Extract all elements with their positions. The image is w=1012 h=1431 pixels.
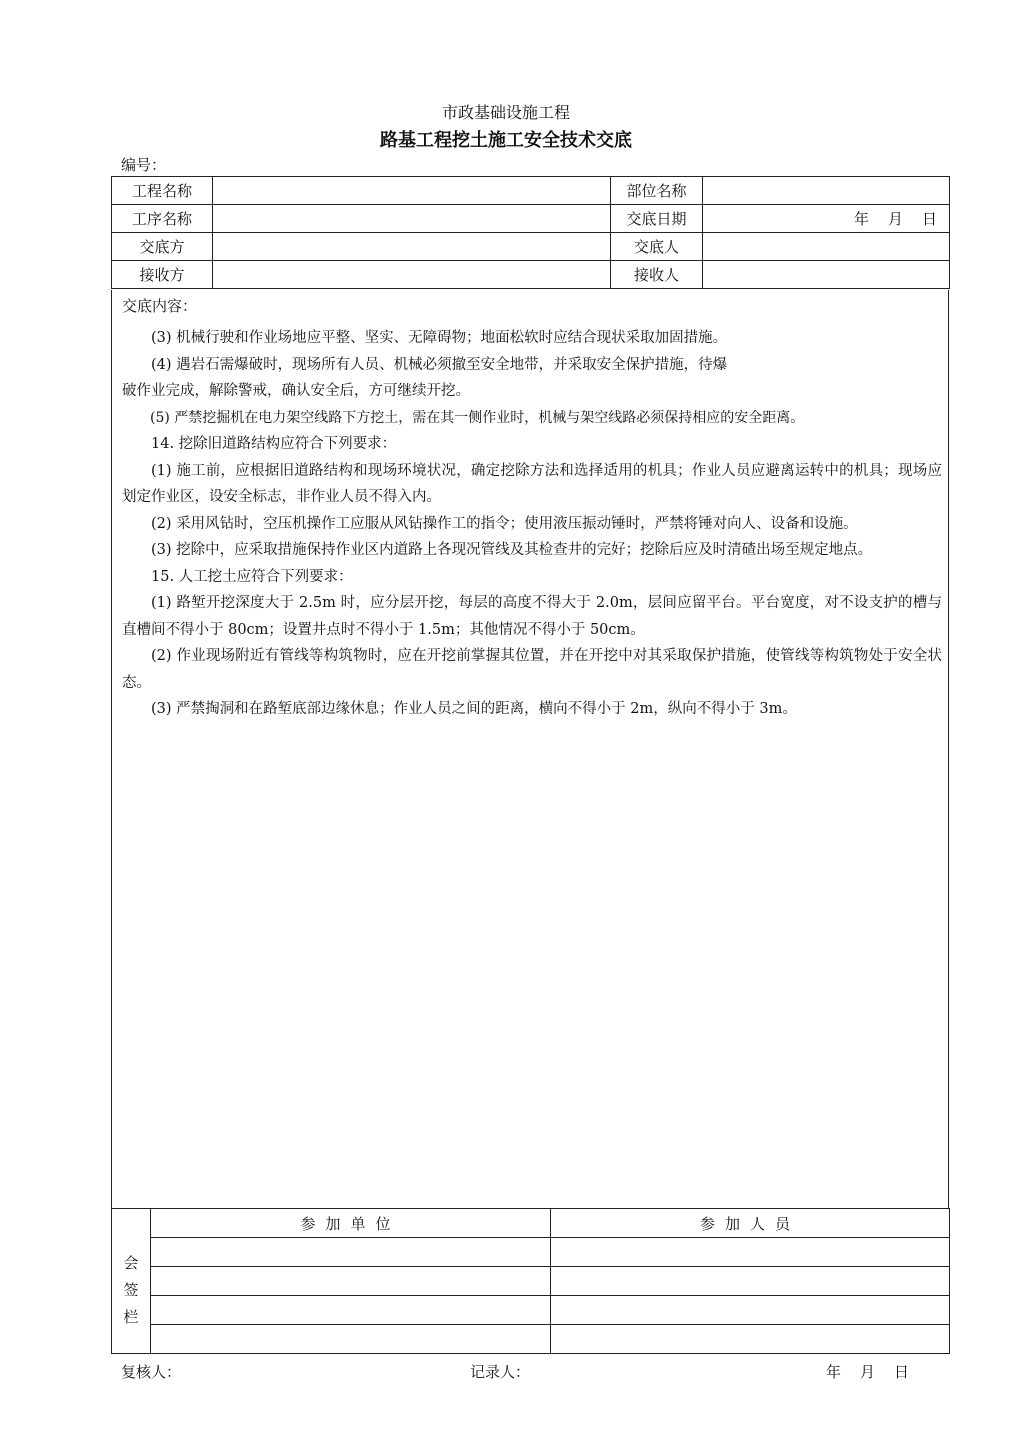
recorder-label: 记录人：: [470, 1363, 531, 1381]
part-name-label: 部位名称: [611, 177, 703, 205]
unit-cell[interactable]: [151, 1296, 551, 1325]
document-title: 路基工程挖土施工安全技术交底: [380, 130, 632, 151]
info-row: [112, 177, 950, 205]
receiver-person-field[interactable]: [703, 261, 950, 289]
content-paragraphs: [122, 325, 942, 723]
reviewer-label: 复核人：: [121, 1363, 182, 1381]
handover-date-field[interactable]: 年 月 日: [703, 205, 950, 233]
side-label-char: 会: [123, 1253, 139, 1272]
unit-cell[interactable]: [151, 1267, 551, 1296]
side-label-char: 栏: [123, 1307, 139, 1326]
info-row: [112, 233, 950, 261]
content-label: 交底内容：: [122, 297, 198, 315]
side-label-char: 签: [123, 1280, 139, 1299]
signature-side-label: [112, 1209, 151, 1354]
receiver-person-label: 接收人: [611, 261, 703, 289]
content-paragraph: 15. 人工挖土应符合下列要求：: [151, 568, 353, 585]
content-paragraph: (2) 采用风钻时，空压机操作工应服从风钻操作工的指令；使用液压振动锤时，严禁将锤对向人、设备和设施。: [151, 515, 858, 532]
info-row: [112, 261, 950, 289]
receiver-party-field[interactable]: [213, 261, 611, 289]
content-box: [111, 290, 949, 1208]
handover-party-field[interactable]: [213, 233, 611, 261]
content-paragraph: (5) 严禁挖掘机在电力架空线路下方挖土，需在其一侧作业时，机械与架空线路必须保持相应的安全距离。: [150, 409, 805, 426]
content-paragraph: (2) 作业现场附近有管线等构筑物时，应在开挖前掌握其位置，并在开挖中对其采取保护措施，使管线等构筑物处于安全状态。: [122, 648, 942, 691]
unit-header: 参加单位: [151, 1209, 551, 1238]
signature-header-row: [112, 1209, 950, 1238]
content-paragraph: (1) 路堑开挖深度大于 2.5m 时，应分层开挖，每层的高度不得大于 2.0m，层间应留平台。平台宽度，对不设支护的槽与直槽间不得小于 80cm；设置井点时不得小于 1.5m；其他情况不得小于 50cm。: [122, 595, 942, 638]
info-table: [111, 176, 950, 289]
content-paragraph: 14. 挖除旧道路结构应符合下列要求：: [151, 436, 397, 452]
unit-cell[interactable]: [151, 1238, 551, 1267]
handover-person-label: 交底人: [611, 233, 703, 261]
number-label: 编号：: [121, 156, 167, 174]
content-paragraph: (4) 遇岩石需爆破时，现场所有人员、机械必须撤至安全地带，并采取安全保护措施，待爆: [151, 356, 728, 373]
content-paragraph: (3) 挖除中，应采取措施保持作业区内道路上各现况管线及其检查井的完好；挖除后应及时清碴出场至规定地点。: [151, 542, 873, 558]
person-header: 参加人员: [551, 1209, 950, 1238]
info-row: [112, 205, 950, 233]
signature-row: [112, 1296, 950, 1325]
project-name-label: 工程名称: [112, 177, 213, 205]
unit-cell[interactable]: [151, 1325, 551, 1354]
signature-row: [112, 1267, 950, 1296]
person-cell[interactable]: [551, 1296, 950, 1325]
signature-table: [111, 1208, 950, 1354]
content-paragraph: (1) 施工前，应根据旧道路结构和现场环境状况，确定挖除方法和选择适用的机具；作业人员应避离运转中的机具；现场应划定作业区，设安全标志，非作业人员不得入内。: [122, 462, 942, 505]
content-paragraph: (3) 严禁掏洞和在路堑底部边缘休息；作业人员之间的距离，横向不得小于 2m，纵向不得小于 3m。: [151, 701, 797, 717]
content-paragraph: (3) 机械行驶和作业场地应平整、坚实、无障碍物；地面松软时应结合现状采取加固措施。: [151, 330, 728, 346]
footer-date: 年 月 日: [826, 1363, 912, 1381]
person-cell[interactable]: [551, 1325, 950, 1354]
content-paragraph: 破作业完成，解除警戒，确认安全后，方可继续开挖。: [122, 383, 470, 399]
process-name-label: 工序名称: [112, 205, 213, 233]
handover-person-field[interactable]: [703, 233, 950, 261]
process-name-field[interactable]: [213, 205, 611, 233]
signature-row: [112, 1238, 950, 1267]
receiver-party-label: 接收方: [112, 261, 213, 289]
part-name-field[interactable]: [703, 177, 950, 205]
document-subtitle: 市政基础设施工程: [441, 103, 570, 122]
handover-date-label: 交底日期: [611, 205, 703, 233]
person-cell[interactable]: [551, 1267, 950, 1296]
signature-row: [112, 1325, 950, 1354]
project-name-field[interactable]: [213, 177, 611, 205]
person-cell[interactable]: [551, 1238, 950, 1267]
handover-party-label: 交底方: [112, 233, 213, 261]
